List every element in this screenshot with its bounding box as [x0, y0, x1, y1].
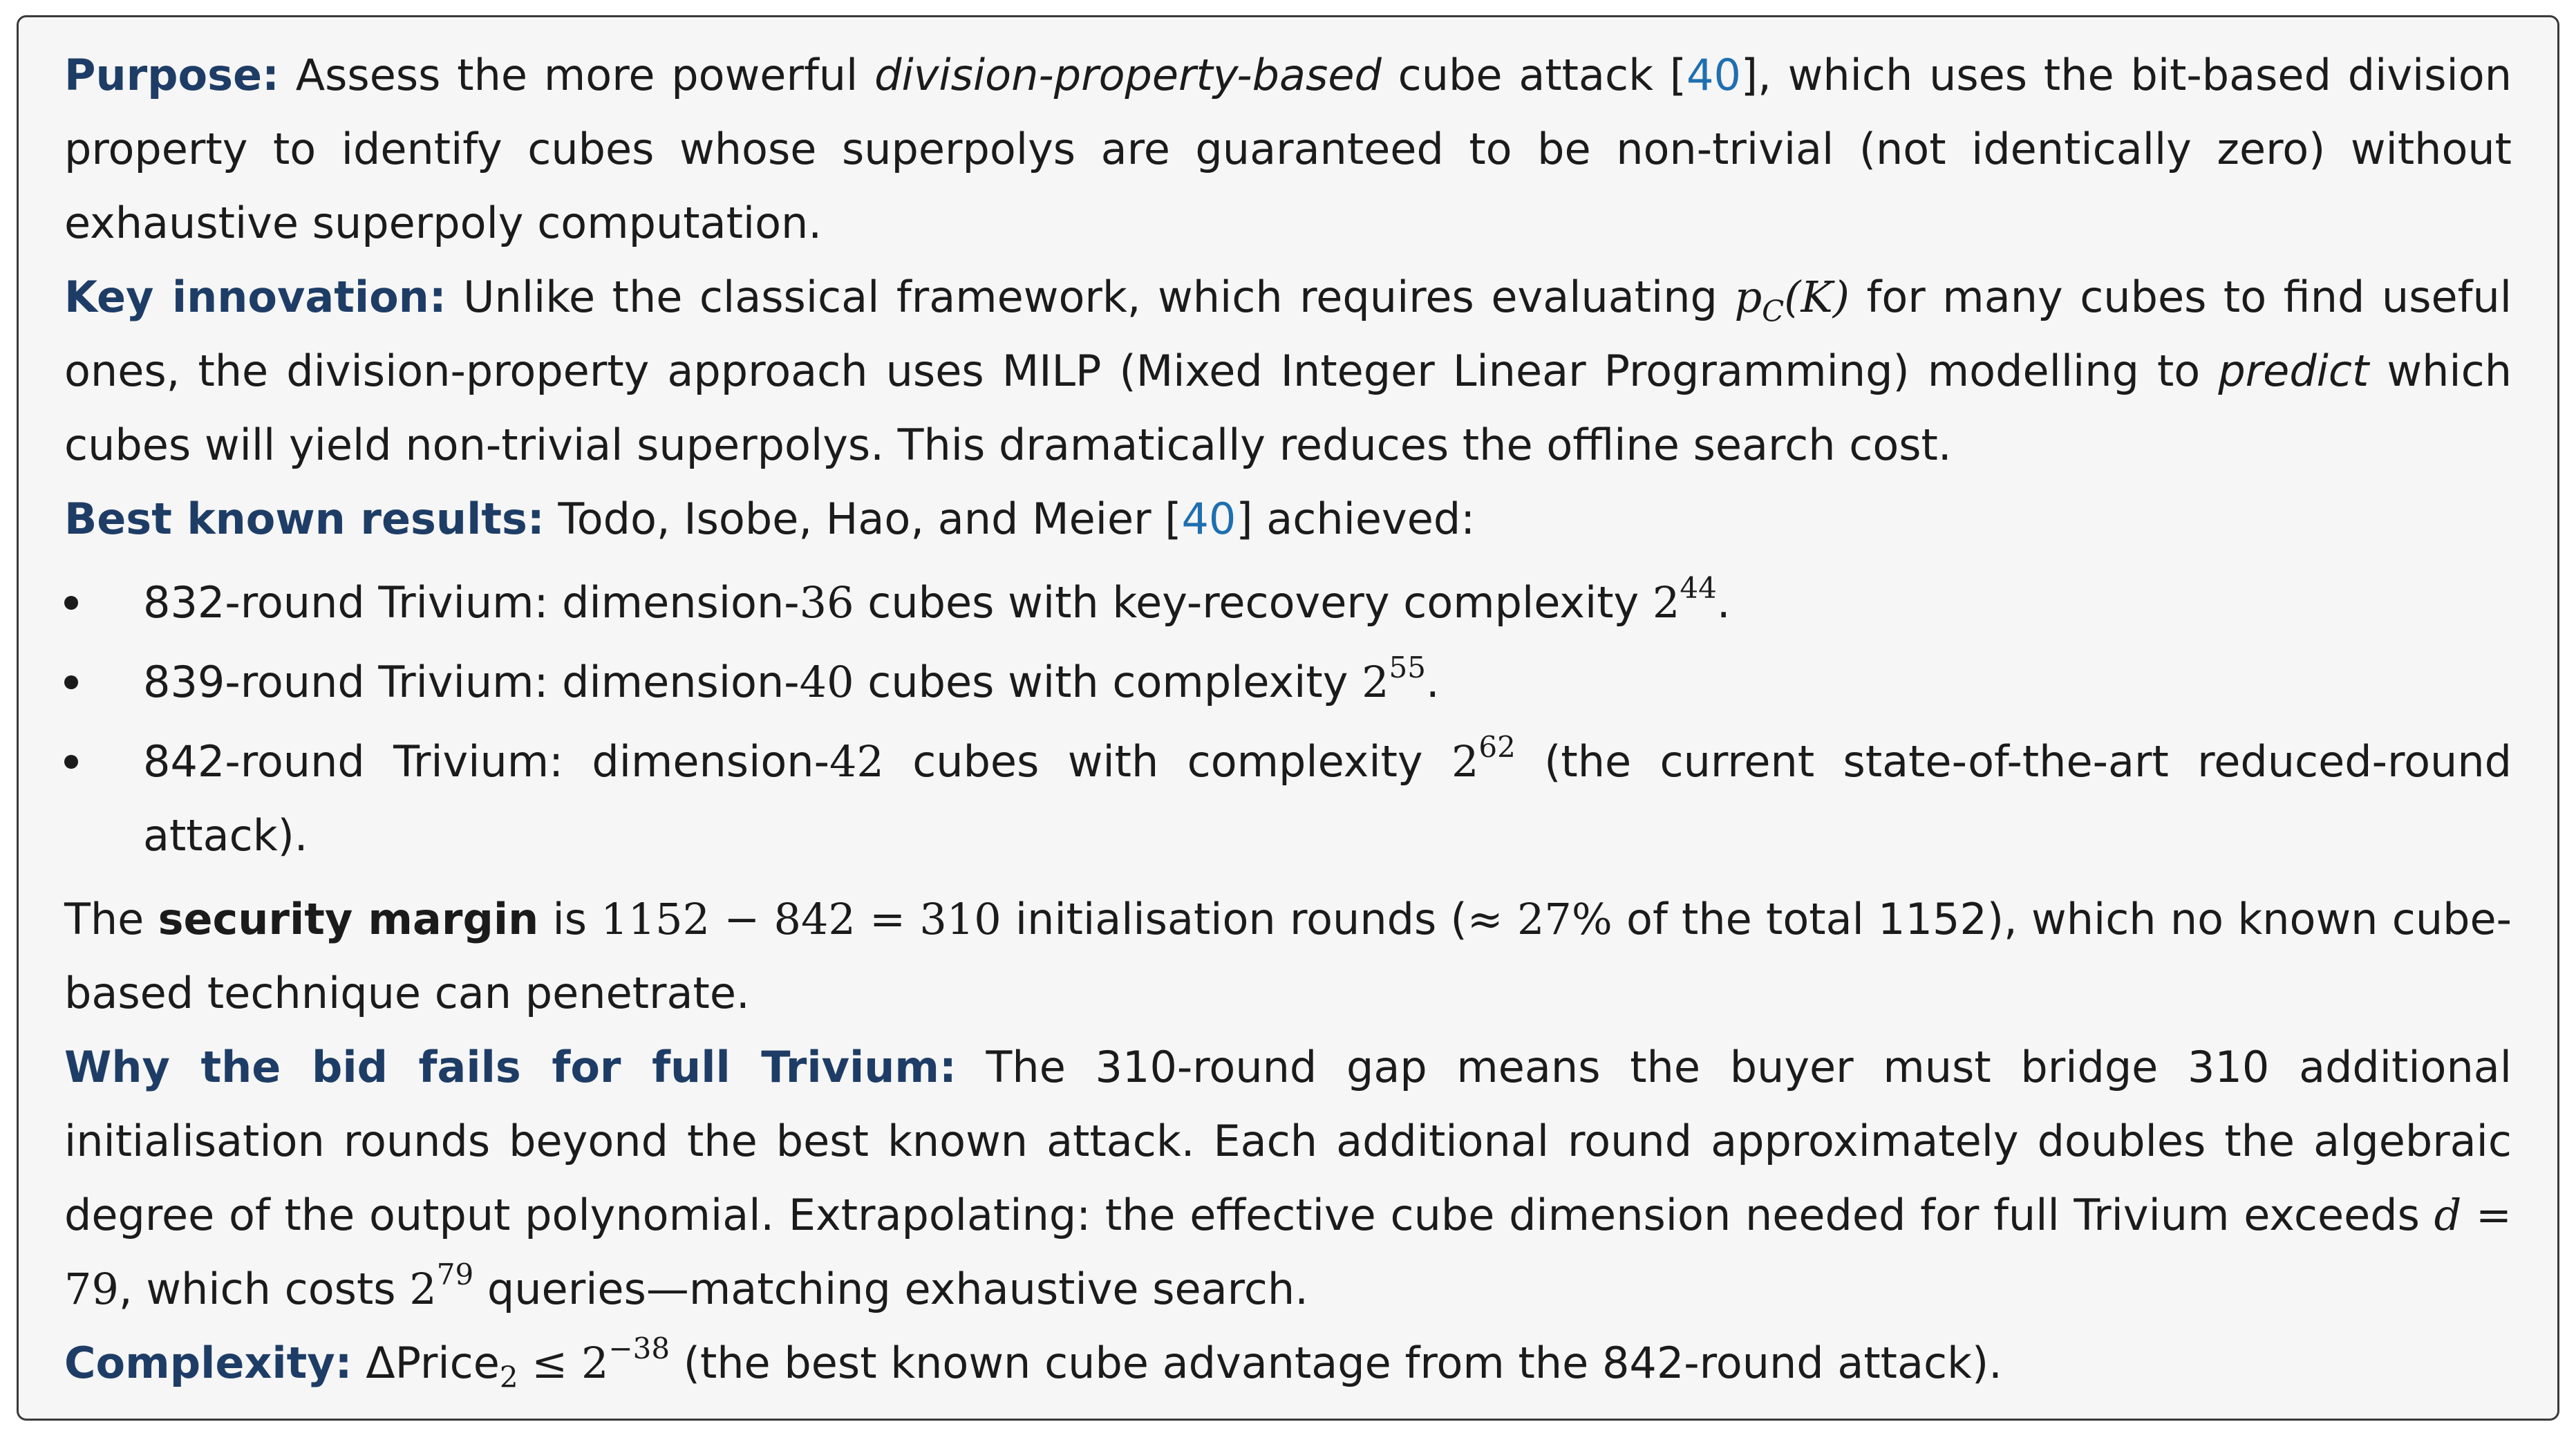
purpose-label: Purpose:	[64, 50, 279, 100]
security-margin-term: security margin	[158, 894, 539, 944]
why-fails-paragraph	[64, 1030, 2512, 1326]
citation-link[interactable]: 40	[1181, 494, 1237, 544]
key-innovation-text-2: for many cubes to find useful ones, the division-property approach uses MILP (Mixed Integer Linear Programming) modelling to	[64, 272, 2512, 396]
result-text: 842-round Trivium: dimension-	[143, 736, 829, 787]
result-text: 839-round Trivium: dimension-	[143, 657, 800, 707]
delta-price: ΔPrice	[352, 1338, 500, 1388]
math-p: p	[1734, 272, 1762, 322]
purpose-text-2: cube attack [	[1381, 50, 1686, 100]
result-text: cubes with complexity	[883, 736, 1451, 787]
predict-emphasis: predict	[2218, 346, 2369, 396]
list-item	[64, 645, 2512, 719]
purpose-paragraph	[64, 38, 2512, 260]
complexity-paragraph	[64, 1326, 2512, 1400]
complexity-text-2: (the best known cube advantage from the 842-round attack).	[670, 1338, 2002, 1388]
complexity-base: 2	[1652, 577, 1680, 628]
best-results-text-2: ] achieved:	[1236, 494, 1476, 544]
complexity-exponent: −38	[608, 1331, 670, 1366]
result-text: cubes with key-recovery complexity	[854, 577, 1653, 628]
security-equation: 1152 − 842 = 310	[601, 894, 1002, 944]
result-text: .	[1716, 577, 1731, 628]
best-results-text-1: Todo, Isobe, Hao, and Meier [	[544, 494, 1182, 544]
math-arg: (K)	[1784, 272, 1850, 322]
list-item	[64, 724, 2512, 872]
math-sub-c: C	[1762, 294, 1785, 328]
key-innovation-text-3: which cubes will yield non-trivial superpolys. This dramatically reduces the offline search cost.	[64, 346, 2512, 470]
list-item	[64, 565, 2512, 639]
math-eq-79: = 79	[64, 1190, 2512, 1314]
key-innovation-paragraph	[64, 260, 2512, 482]
math-pc	[1734, 272, 1850, 328]
bullet-icon	[64, 596, 78, 610]
key-innovation-label: Key innovation:	[64, 272, 446, 322]
security-text-3: initialisation rounds (	[1001, 894, 1467, 944]
best-results-paragraph	[64, 482, 2512, 556]
why-fails-text-3: queries—matching exhaustive search.	[473, 1264, 1308, 1314]
complexity-bound: ≤ 2	[518, 1338, 609, 1388]
result-text: .	[1426, 657, 1440, 707]
complexity-exponent: 55	[1389, 651, 1426, 685]
complexity-label: Complexity:	[64, 1338, 352, 1388]
price-subscript: 2	[499, 1360, 518, 1394]
complexity-exponent: 62	[1478, 730, 1516, 765]
queries-base: 2	[409, 1264, 437, 1314]
security-approx: ≈ 27%	[1467, 894, 1613, 944]
security-text-1: The	[64, 894, 158, 944]
purpose-text-1: Assess the more powerful	[279, 50, 875, 100]
security-margin-paragraph	[64, 882, 2512, 1030]
result-text: cubes with complexity	[854, 657, 1362, 707]
purpose-emphasis: division-property-based	[874, 50, 1382, 100]
complexity-base: 2	[1451, 736, 1479, 787]
result-text: 832-round Trivium: dimension-	[143, 577, 800, 628]
result-text: (the current state-of-the-art reduced-round attack).	[143, 736, 2512, 861]
security-text-2: is	[538, 894, 601, 944]
results-list	[64, 565, 2512, 872]
security-text-4: of the total 1152), which no known cube-based technique can penetrate.	[64, 894, 2512, 1018]
key-innovation-text-1: Unlike the classical framework, which requires evaluating	[446, 272, 1735, 322]
cube-dimension: 36	[799, 577, 854, 628]
best-results-label: Best known results:	[64, 494, 545, 544]
cube-dimension: 40	[799, 657, 854, 707]
why-fails-text-1: The 310-round gap means the buyer must bridge 310 additional initialisation rounds beyond the best known attack. Each additional round approximately doubles the algebraic degree of the output polynomial. Extrapolating: the effective cube dimension needed for full Trivium exceeds	[64, 1042, 2512, 1240]
bullet-icon	[64, 675, 78, 689]
why-fails-text-2: , which costs	[118, 1264, 410, 1314]
citation-link[interactable]: 40	[1686, 50, 1741, 100]
complexity-exponent: 44	[1680, 571, 1717, 606]
complexity-base: 2	[1362, 657, 1389, 707]
queries-exponent: 79	[436, 1257, 474, 1292]
content-box	[17, 15, 2559, 1421]
math-d: d	[2434, 1190, 2462, 1240]
bullet-icon	[64, 755, 78, 769]
purpose-text-3: ], which uses the bit-based division property to identify cubes whose superpolys are guaranteed to be non-trivial (not identically zero) without exhaustive superpoly computation.	[64, 50, 2512, 248]
why-fails-label: Why the bid fails for full Trivium:	[64, 1042, 957, 1092]
cube-dimension: 42	[829, 736, 884, 787]
